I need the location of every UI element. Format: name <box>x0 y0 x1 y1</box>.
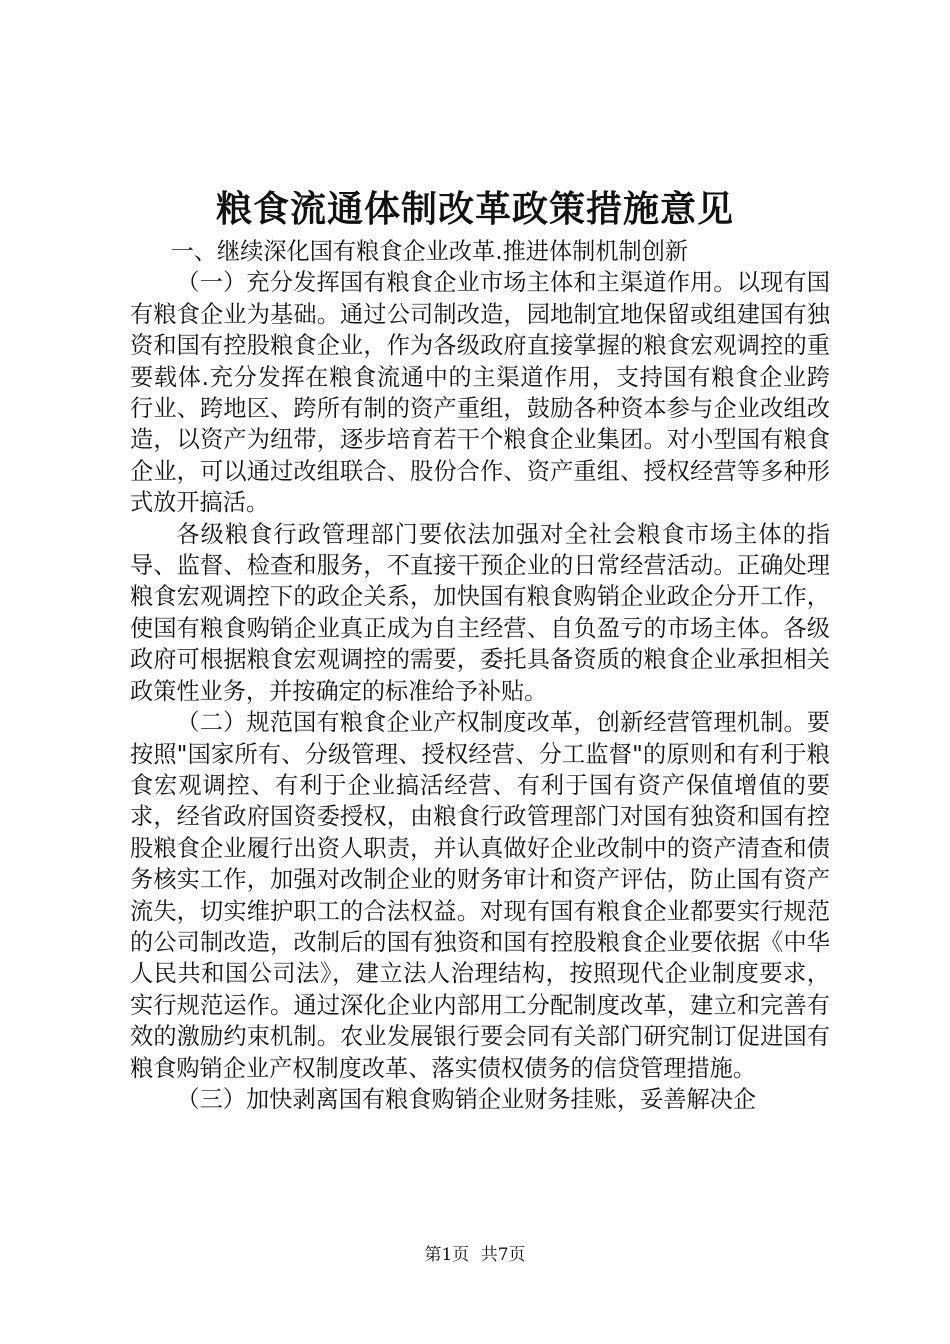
document-title: 粮食流通体制改革政策措施意见 <box>215 188 734 230</box>
section-heading: 一、继续深化国有粮食企业改革.推进体制机制创新 <box>170 238 689 265</box>
paragraph-1: （一）充分发挥国有粮食企业市场主体和主渠道作用。以现有国有粮食企业为基础。通过公司制改造，园地制宜地保留或组建国有独资和国有控股粮食企业，作为各级政府直接掌握的粮食宏观调控的重要载体.充分发挥在粮食流通中的主渠道作用，支持国有粮食企业跨行业、跨地区、跨所有制的资产重组，鼓励各种资本参与企业改组改造，以资产为纽带，逐步培育若干个粮食企业集团。对小型国有粮食企业，可以通过改组联合、股份合作、资产重组、授权经营等多种形式放开搞活。 <box>130 269 830 517</box>
paragraph-3: （二）规范国有粮食企业产权制度改革，创新经营管理机制。要按照"国家所有、分级管理、授权经营、分工监督"的原则和有利于粮食宏观调控、有利于企业搞活经营、有利于国有资产保值增值的要求，经省政府国资委授权，由粮食行政管理部门对国有独资和国有控股粮食企业履行出资人职责，并认真做好企业改制中的资产清查和债务核实工作，加强对改制企业的财务审计和资产评估，防止国有资产流失，切实维护职工的合法权益。对现有国有粮食企业都要实行规范的公司制改造，改制后的国有独资和国有控股粮食企业要依据《中华人民共和国公司法》，建立法人治理结构，按照现代企业制度要求，实行规范运作。通过深化企业内部用工分配制度改革，建立和完善有效的激励约束机制。农业发展银行要会同有关部门研究制订促进国有粮食购销企业产权制度改革、落实债权债务的信贷管理措施。 <box>130 709 830 1082</box>
document-body <box>130 236 830 1115</box>
paragraph-4: （三）加快剥离国有粮食购销企业财务挂账，妥善解决企 <box>176 1085 757 1113</box>
page-footer <box>0 1244 950 1266</box>
page-number: 第1页 <box>424 1245 470 1265</box>
paragraph-2: 各级粮食行政管理部门要依法加强对全社会粮食市场主体的指导、监督、检查和服务，不直接干预企业的日常经营活动。正确处理粮食宏观调控下的政企关系，加快国有粮食购销企业政企分开工作，使国有粮食购销企业真正成为自主经营、自负盈亏的市场主体。各级政府可根据粮食宏观调控的需要，委托具备资质的粮食企业承担相关政策性业务，并按确定的标准给予补贴。 <box>130 520 830 705</box>
page-total: 共7页 <box>480 1245 526 1265</box>
